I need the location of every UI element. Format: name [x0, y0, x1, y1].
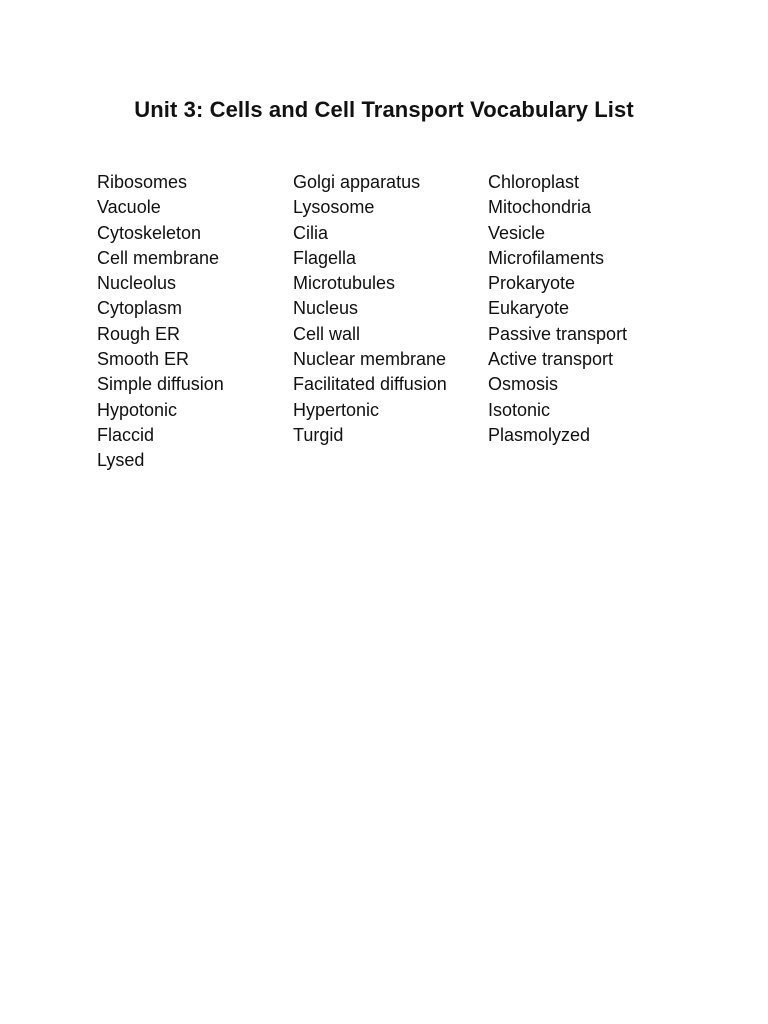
vocab-term: Flagella: [293, 247, 357, 268]
vocab-term: Plasmolyzed: [488, 424, 591, 445]
vocab-term: Turgid: [293, 424, 344, 445]
vocab-term: Cell wall: [293, 323, 361, 344]
vocab-term: Microfilaments: [488, 247, 605, 268]
vocab-term: Nucleolus: [97, 273, 177, 294]
vocab-term: Ribosomes: [97, 172, 188, 192]
vocab-term: Osmosis: [488, 374, 559, 395]
vocab-term: Chloroplast: [488, 172, 580, 192]
vocab-term: Vesicle: [488, 222, 546, 243]
vocab-term: Cytoplasm: [97, 298, 183, 319]
vocab-term: Cilia: [293, 222, 329, 243]
vocab-term: Passive transport: [488, 323, 628, 344]
vocab-term: Hypotonic: [97, 399, 178, 420]
vocab-column-3: [488, 170, 688, 448]
vocab-term: Isotonic: [488, 399, 551, 420]
page-title: Unit 3: Cells and Cell Transport Vocabulary List: [134, 97, 634, 122]
vocab-term: Rough ER: [97, 323, 181, 344]
vocab-term: Microtubules: [293, 273, 396, 294]
vocab-term: Nuclear membrane: [293, 349, 447, 370]
vocab-term: Eukaryote: [488, 298, 570, 319]
vocab-term: Simple diffusion: [97, 374, 224, 395]
vocab-term: Prokaryote: [488, 273, 576, 294]
vocab-column-2: [293, 170, 483, 448]
vocab-term: Hypertonic: [293, 399, 380, 420]
vocab-term: Facilitated diffusion: [293, 374, 447, 395]
vocab-term: Nucleus: [293, 298, 359, 319]
vocab-term: Smooth ER: [97, 349, 190, 370]
vocab-term: Cytoskeleton: [97, 222, 202, 243]
vocab-term: Mitochondria: [488, 197, 592, 218]
vocab-term: Lysed: [97, 450, 145, 471]
vocab-term: Cell membrane: [97, 247, 220, 268]
vocab-term: Active transport: [488, 349, 614, 370]
vocab-term: Vacuole: [97, 197, 161, 218]
vocab-term: Lysosome: [293, 197, 375, 218]
vocab-column-1: [97, 170, 287, 474]
vocab-term: Golgi apparatus: [293, 172, 421, 192]
vocab-term: Flaccid: [97, 424, 155, 445]
